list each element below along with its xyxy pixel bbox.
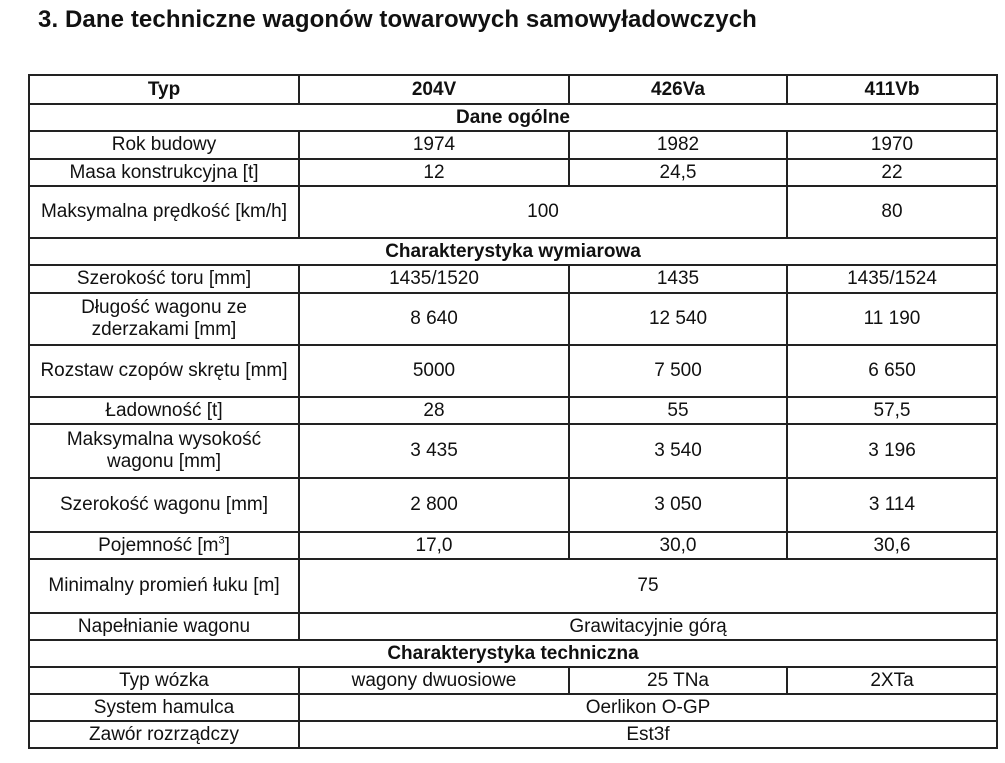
cell-value: 12 540: [569, 293, 787, 345]
table-row: [29, 265, 997, 293]
table-row: [29, 694, 997, 721]
label-text: Pojemność [m: [98, 534, 219, 556]
row-label: Typ wózka: [29, 667, 299, 694]
row-label: Szerokość toru [mm]: [29, 265, 299, 293]
cell-value: wagony dwuosiowe: [299, 667, 569, 694]
row-label: Masa konstrukcyjna [t]: [29, 159, 299, 186]
cell-value: Oerlikon O-GP: [299, 694, 997, 721]
page-title: 3. Dane techniczne wagonów towarowych samowyładowczych: [38, 6, 757, 33]
row-label: [29, 532, 299, 559]
label-end: ]: [224, 534, 230, 556]
cell-value: 30,6: [787, 532, 997, 559]
header-cell-426va: 426Va: [569, 75, 787, 104]
cell-value: 2 800: [299, 478, 569, 532]
cell-value: 30,0: [569, 532, 787, 559]
table-row: [29, 293, 997, 345]
cell-value: 28: [299, 397, 569, 424]
row-label: System hamulca: [29, 694, 299, 721]
cell-value: 3 050: [569, 478, 787, 532]
cell-value: 24,5: [569, 159, 787, 186]
cell-value: 7 500: [569, 345, 787, 397]
cell-value: 3 114: [787, 478, 997, 532]
row-label: Szerokość wagonu [mm]: [29, 478, 299, 532]
section-row: [29, 104, 997, 131]
section-title: Charakterystyka wymiarowa: [29, 238, 997, 265]
section-row: [29, 640, 997, 667]
header-cell-411vb: 411Vb: [787, 75, 997, 104]
cell-value: 75: [299, 559, 997, 613]
cell-value: 17,0: [299, 532, 569, 559]
row-label: Maksymalna prędkość [km/h]: [29, 186, 299, 238]
row-label: Napełnianie wagonu: [29, 613, 299, 640]
cell-value: 1982: [569, 131, 787, 159]
table-row: [29, 667, 997, 694]
cell-value: 1974: [299, 131, 569, 159]
cell-value: 3 435: [299, 424, 569, 478]
header-cell-204v: 204V: [299, 75, 569, 104]
cell-value: 1435/1524: [787, 265, 997, 293]
table-row: [29, 131, 997, 159]
cell-value: 100: [299, 186, 787, 238]
table-row: [29, 613, 997, 640]
header-cell-typ: Typ: [29, 75, 299, 104]
cell-value: 6 650: [787, 345, 997, 397]
cell-value: 2XTa: [787, 667, 997, 694]
cell-value: 25 TNa: [569, 667, 787, 694]
cell-value: 12: [299, 159, 569, 186]
table-row: [29, 424, 997, 478]
section-title: Dane ogólne: [29, 104, 997, 131]
cell-value: 57,5: [787, 397, 997, 424]
table-row: [29, 532, 997, 559]
cell-value: 1435: [569, 265, 787, 293]
cell-value: 8 640: [299, 293, 569, 345]
cell-value: 11 190: [787, 293, 997, 345]
cell-value: 3 540: [569, 424, 787, 478]
cell-value: 1970: [787, 131, 997, 159]
header-row: [29, 75, 997, 104]
row-label: Rok budowy: [29, 131, 299, 159]
row-label: Minimalny promień łuku [m]: [29, 559, 299, 613]
table-row: [29, 721, 997, 748]
table-row: [29, 345, 997, 397]
cell-value: 5000: [299, 345, 569, 397]
section-row: [29, 238, 997, 265]
table-row: [29, 478, 997, 532]
section-title: Charakterystyka techniczna: [29, 640, 997, 667]
table-row: [29, 159, 997, 186]
cell-value: 22: [787, 159, 997, 186]
cell-value: Est3f: [299, 721, 997, 748]
table-row: [29, 186, 997, 238]
cell-value: Grawitacyjnie górą: [299, 613, 997, 640]
row-label: Długość wagonu ze zderzakami [mm]: [29, 293, 299, 345]
cell-value: 3 196: [787, 424, 997, 478]
cell-value: 1435/1520: [299, 265, 569, 293]
cell-value: 80: [787, 186, 997, 238]
technical-data-table: [28, 74, 998, 749]
table-row: [29, 397, 997, 424]
row-label: Rozstaw czopów skrętu [mm]: [29, 345, 299, 397]
row-label: Ładowność [t]: [29, 397, 299, 424]
cell-value: 55: [569, 397, 787, 424]
row-label: Maksymalna wysokość wagonu [mm]: [29, 424, 299, 478]
table-row: [29, 559, 997, 613]
label-superscript: 3: [218, 534, 225, 547]
row-label: Zawór rozrządczy: [29, 721, 299, 748]
